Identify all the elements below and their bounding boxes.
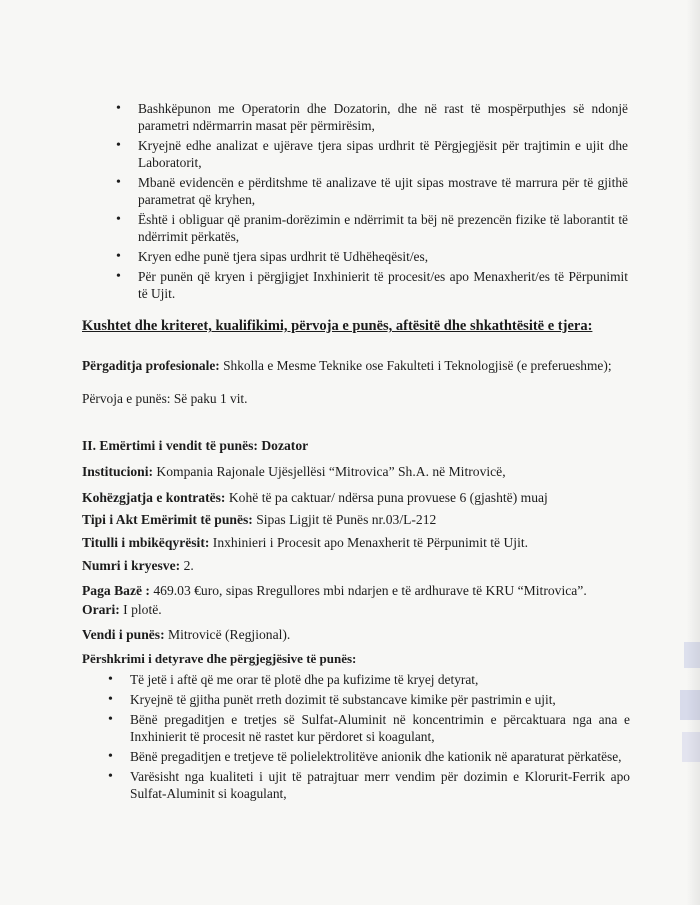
field-institution: Institucioni: Kompania Rajonale Ujësjellësi “Mitrovica” Sh.A. në Mitrovicë, <box>82 464 506 479</box>
field-supervisor: Titulli i mbikëqyrësit: Inxhinieri i Procesit apo Menaxherit të Përpunimit të Ujit. <box>82 535 529 550</box>
list-item: • Kryen edhe punë tjera sipas urdhrit të Udhëheqësit/es, <box>116 249 429 264</box>
list-item: • Varësisht nga kualiteti i ujit të patrajtuar merr vendim për dozimin e Klorurit-Ferrik apo Sulfat-Aluminit si koagulant, <box>108 769 630 801</box>
field-label: Përvoja e punës: <box>82 391 171 406</box>
bullet-icon: • <box>108 672 113 687</box>
bullet-icon: • <box>116 175 121 190</box>
list-item: • Për punën që kryen i përgjigjet Inxhinierit të procesit/es apo Menaxherit/es të Përpunimit të Ujit. <box>116 269 628 301</box>
duties-heading: Përshkrimi i detyrave dhe përgjegjësive të punës: <box>82 651 357 666</box>
list-item: • Të jetë i aftë që me orar të plotë dhe pa kufizime të kryej detyrat, <box>108 672 479 687</box>
bullet-icon: • <box>116 101 121 116</box>
field-contract-duration: Kohëzgjatja e kontratës: Kohë të pa caktuar/ ndërsa puna provuese 6 (gjashtë) muaj <box>82 490 548 505</box>
criteria-heading: Kushtet dhe kriteret, kualifikimi, përvoja e punës, aftësitë dhe shkathtësitë e tjera: <box>82 318 593 334</box>
field-value: Shkolla e Mesme Teknike ose Fakulteti i Teknologjisë (e preferueshme); <box>219 358 612 373</box>
list-item: • Mbanë evidencën e përditshme të analizave të ujit sipas mostrave të marrura për të gjithë parametrat që kryhen, <box>116 175 628 207</box>
list-item: • Bashkëpunon me Operatorin dhe Dozatorin, dhe në rast të mospërputhjes së ndonjë parametri ndërmarrin masat për përmirësim, <box>116 101 628 133</box>
bullet-icon: • <box>116 249 121 264</box>
field-appointment-type: Tipi i Akt Emërimit të punës: Sipas Ligjit të Punës nr.03/L-212 <box>82 512 437 527</box>
bullet-icon: • <box>116 212 121 227</box>
list-item: • Kryejnë edhe analizat e ujërave tjera sipas urdhrit të Përgjegjësit për trajtimin e ujit dhe Laboratorit, <box>116 138 628 170</box>
field-label: Përgaditja profesionale: <box>82 358 220 373</box>
bullet-icon: • <box>108 712 113 727</box>
list-item: • Bënë pregaditjen e tretjeve të polielektrolitëve anionik dhe kationik në aparaturat përkatëse, <box>108 749 622 764</box>
stamp-fragments <box>676 640 700 770</box>
duties-list-laborant <box>118 100 628 305</box>
stamp-mark <box>682 732 700 762</box>
list-item: • Është i obliguar që pranim-dorëzimin e ndërrimit ta bëj në prezencën fizike të laborantit të ndërrimit përkatës, <box>116 212 628 244</box>
position-title: II. Emërtimi i vendit të punës: Dozator <box>82 438 309 453</box>
bullet-icon: • <box>108 692 113 707</box>
field-base-salary: Paga Bazë : 469.03 €uro, sipas Rregullores mbi ndarjen e të ardhurave të KRU “Mitrovica”. <box>82 583 587 598</box>
list-item: • Kryejnë të gjitha punët rreth dozimit të substancave kimike për pastrimin e ujit, <box>108 692 556 707</box>
list-item: • Bënë pregaditjen e tretjes së Sulfat-Aluminit në koncentrimin e përcaktuara nga ana e Inxhinierit të procesit në rastet kur përdoret si koagulant, <box>108 712 630 744</box>
bullet-icon: • <box>108 769 113 784</box>
duties-list-dozator <box>110 671 630 805</box>
stamp-mark <box>684 642 700 668</box>
field-schedule: Orari: I plotë. <box>82 602 162 617</box>
professional-preparation <box>82 357 627 374</box>
stamp-mark <box>680 690 700 720</box>
work-experience <box>82 390 627 407</box>
field-workplace: Vendi i punës: Mitrovicë (Regjional). <box>82 627 291 642</box>
bullet-icon: • <box>116 138 121 153</box>
field-value: Së paku 1 vit. <box>170 391 248 406</box>
bullet-icon: • <box>116 269 121 284</box>
bullet-icon: • <box>108 749 113 764</box>
field-number-of-positions: Numri i kryesve: 2. <box>82 558 194 573</box>
